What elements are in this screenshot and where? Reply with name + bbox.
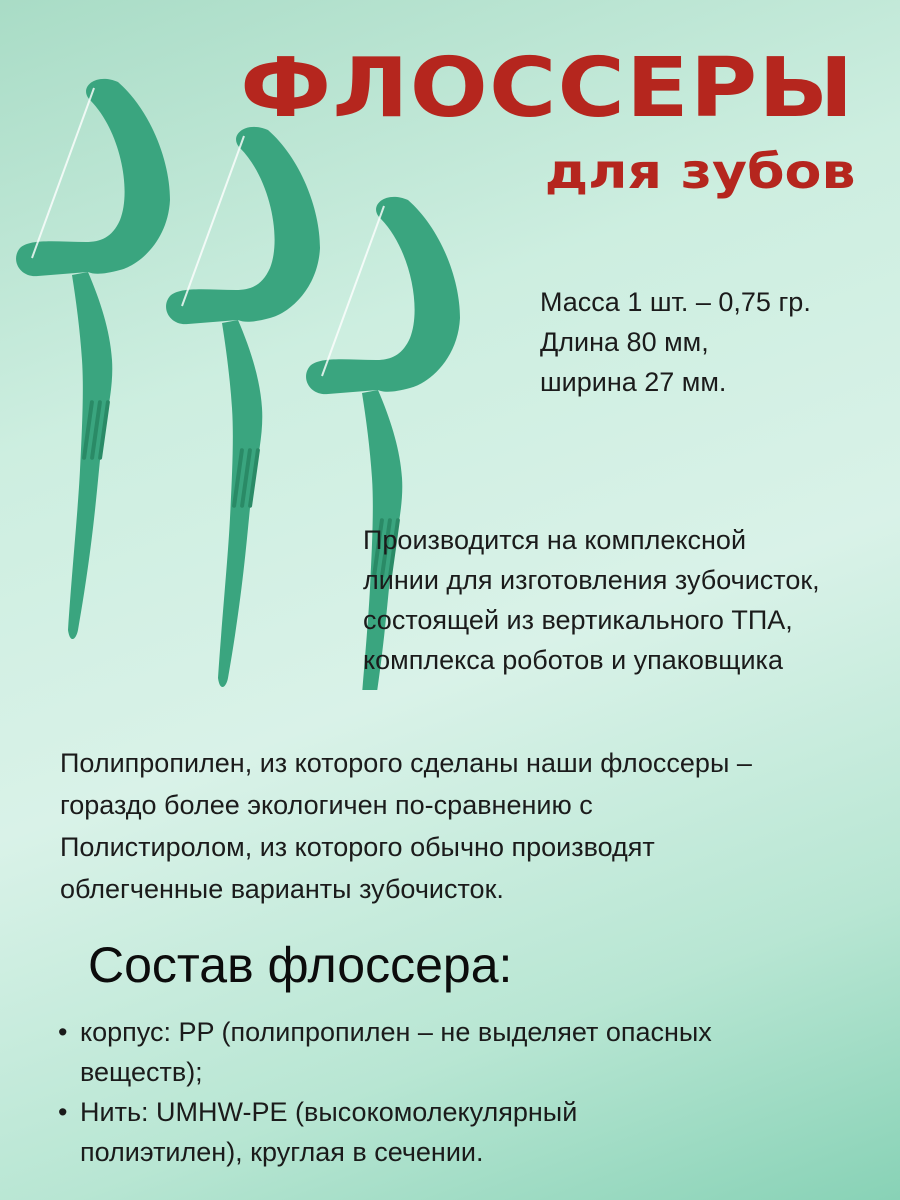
bullet-icon: •: [58, 1017, 68, 1047]
production-line: состоящей из вертикального ТПА,: [363, 605, 793, 635]
composition-item-line: веществ);: [80, 1057, 203, 1087]
material-text: [60, 742, 752, 910]
composition-item-body: [58, 1012, 860, 1092]
composition-item-line: Нить: UMHW-PE (высокомолекулярный: [80, 1097, 578, 1127]
material-line: Полистиролом, из которого обычно производят: [60, 832, 655, 862]
composition-item-line: корпус: PP (полипропилен – не выделяет опасных: [80, 1017, 712, 1047]
spec-width: ширина 27 мм.: [540, 367, 727, 397]
composition-item-thread: [58, 1092, 860, 1172]
production-text: [363, 520, 820, 680]
production-line: линии для изготовления зубочисток,: [363, 565, 820, 595]
spec-length: Длина 80 мм,: [540, 327, 709, 357]
subtitle: для зубов: [544, 144, 855, 200]
material-line: Полипропилен, из которого сделаны наши флоссеры –: [60, 748, 752, 778]
material-line: облегченные варианты зубочисток.: [60, 874, 504, 904]
composition-title: Состав флоссера:: [88, 937, 513, 993]
material-line: гораздо более экологичен по-сравнению с: [60, 790, 593, 820]
spec-mass: Масса 1 шт. – 0,75 гр.: [540, 287, 811, 317]
specs-block: [540, 282, 811, 402]
title: ФЛОССЕРЫ: [240, 41, 855, 136]
composition-item-line: полиэтилен), круглая в сечении.: [80, 1137, 484, 1167]
production-line: Производится на комплексной: [363, 525, 747, 555]
production-line: комплекса роботов и упаковщика: [363, 645, 783, 675]
composition-list: [58, 1012, 860, 1172]
bullet-icon: •: [58, 1097, 68, 1127]
